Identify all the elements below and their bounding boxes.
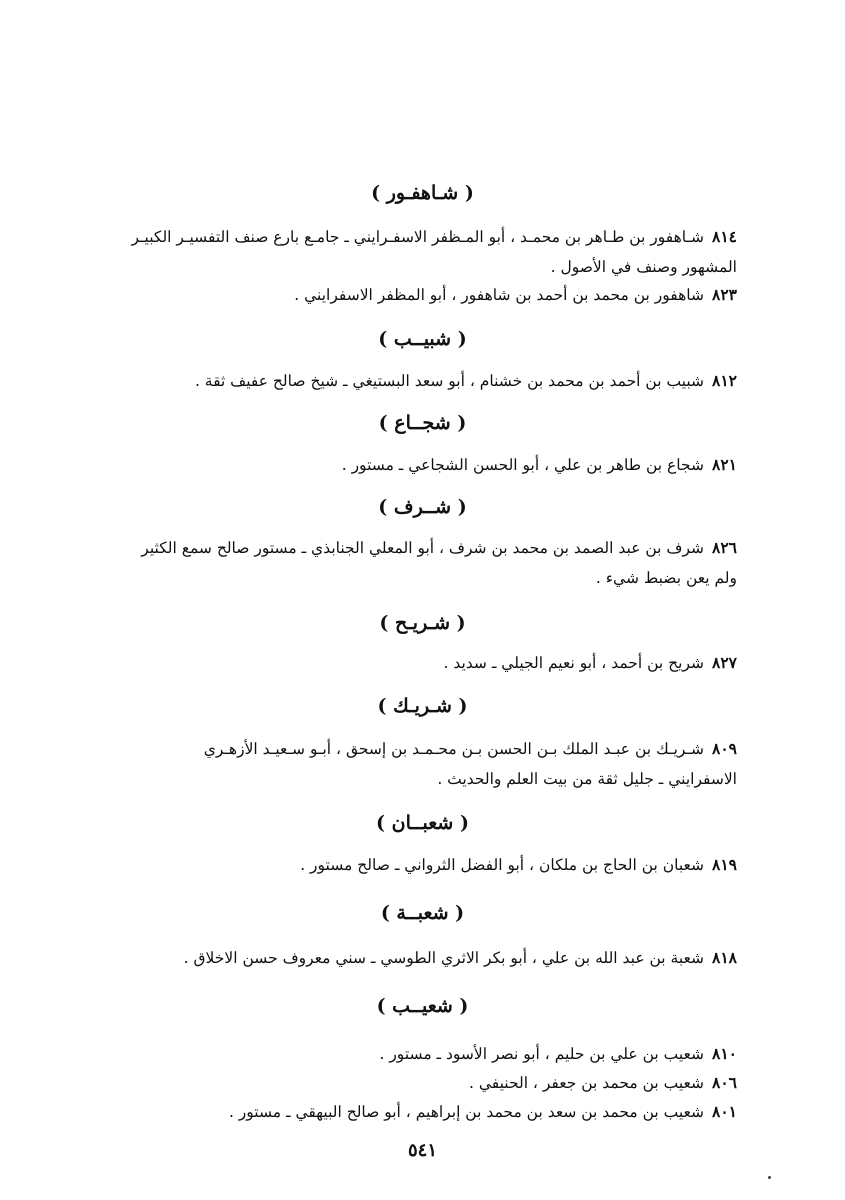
entry-number: ٨٠٩: [712, 739, 737, 758]
entry-number: ٨٠٦: [712, 1073, 737, 1092]
entry-text: شعيب بن علي بن حليم ، أبو نصر الأسود ـ مستور .: [379, 1045, 705, 1063]
section-heading: ( شبيــب ): [378, 328, 467, 350]
entry-number: ٨١٠: [712, 1044, 737, 1063]
entry-text: شجاع بن طاهر بن علي ، أبو الحسن الشجاعي ـ مستور .: [341, 456, 705, 474]
entry-line: [137, 1068, 737, 1098]
entry-line: [137, 366, 737, 396]
entry: [137, 850, 737, 880]
entry: [137, 280, 737, 310]
entry-line: [137, 1097, 737, 1127]
entry: [131, 222, 737, 282]
entry-text: شبيب بن أحمد بن محمد بن خشنام ، أبو سعد البستيغي ـ شيخ صالح عفيف ثقة .: [194, 372, 705, 390]
section-heading: ( شـاهفـور ): [371, 182, 474, 204]
entry: [137, 1097, 737, 1127]
entry-line: [137, 734, 737, 764]
entry: [137, 533, 737, 593]
entry-line: المشهور وصنف في الأصول .: [550, 258, 737, 276]
section-heading: ( شعبــان ): [376, 812, 469, 834]
entry-line: الاسفرايني ـ جليل ثقة من بيت العلم والحديث .: [437, 770, 737, 788]
entry-number: ٨١٩: [712, 855, 737, 874]
entry: [137, 1039, 737, 1069]
section-heading: ( شـريـح ): [379, 612, 466, 634]
entry-text: شعيب بن محمد بن جعفر ، الحنيفي .: [469, 1074, 705, 1092]
entry-number: ٨٢١: [712, 455, 737, 474]
section-heading: ( شـريـك ): [377, 695, 468, 717]
page-number: ٥٤١: [407, 1140, 437, 1161]
entry-line: [137, 280, 737, 310]
entry-text: شعبان بن الحاج بن ملكان ، أبو الفضل الثرواني ـ صالح مستور .: [300, 856, 705, 874]
entry-text: شريح بن أحمد ، أبو نعيم الجيلي ـ سديد .: [443, 654, 705, 672]
entry-line: [137, 648, 737, 678]
entry-text: شرف بن عبد الصمد بن محمد بن شرف ، أبو المعلي الجنابذي ـ مستور صالح سمع الكثير: [141, 539, 705, 557]
entry: [137, 450, 737, 480]
entry-text: شاهفور بن محمد بن أحمد بن شاهفور ، أبو المظفر الاسفرايني .: [294, 286, 705, 304]
entry-line: [137, 533, 737, 563]
entry-number: ٨٢٣: [712, 285, 737, 304]
entry-number: ٨١٤: [712, 227, 737, 246]
entry-number: ٨١٢: [712, 371, 737, 390]
entry-line: [131, 222, 737, 252]
entry-number: ٨٢٧: [712, 653, 737, 672]
entry: [137, 1068, 737, 1098]
entry-number: ٨٢٦: [712, 538, 737, 557]
entry-text: شـريـك بن عبـد الملك بـن الحسن بـن محـمـد بن إسحق ، أبـو سـعيـد الأزهـري: [203, 740, 705, 758]
section-heading: ( شــرف ): [378, 496, 467, 518]
section-heading: ( شعيــب ): [376, 995, 469, 1017]
entry-line: [137, 943, 737, 973]
entry: [137, 648, 737, 678]
section-heading: ( شجــاع ): [378, 412, 467, 434]
entry-number: ٨٠١: [712, 1102, 737, 1121]
entry-text: شعيب بن محمد بن سعد بن محمد بن إبراهيم ، أبو صالح البيهقي ـ مستور .: [228, 1103, 705, 1121]
entry: [137, 366, 737, 396]
entry-line: [137, 450, 737, 480]
speck-mark: [768, 1176, 771, 1179]
entry-text: شـاهفور بن طـاهر بن محمـد ، أبو المـظفر الاسفـرايني ـ جامـع بارع صنف التفسيـر الكبيـر: [131, 228, 705, 246]
entry-line: [137, 850, 737, 880]
section-heading: ( شعبــة ): [380, 902, 465, 924]
entry-line: [137, 1039, 737, 1069]
entry-text: شعبة بن عبد الله بن علي ، أبو بكر الاثري الطوسي ـ سني معروف حسن الاخلاق .: [183, 949, 705, 967]
entry: [137, 943, 737, 973]
entry-number: ٨١٨: [712, 948, 737, 967]
entry: [137, 734, 737, 794]
entry-line: ولم يعن بضبط شيء .: [595, 569, 737, 587]
